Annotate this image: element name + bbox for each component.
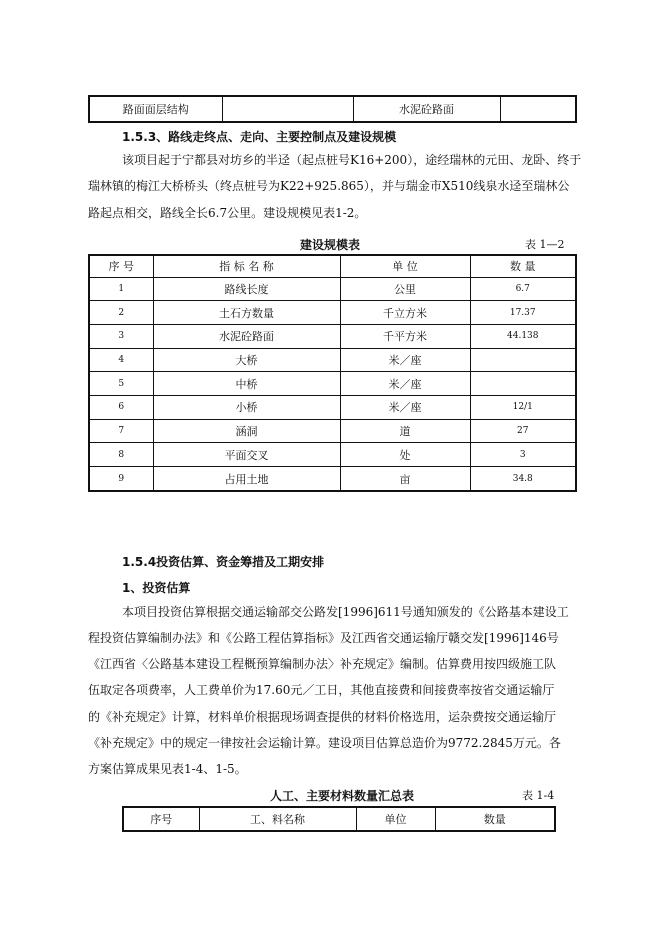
item-quantity: 3	[470, 443, 576, 467]
column-header: 工、料名称	[199, 807, 356, 831]
item-name: 涵洞	[153, 419, 340, 443]
pavement-structure-table	[88, 95, 577, 123]
paragraph-line: 的《补充规定》计算，材料单价根据现场调查提供的材料价格选用，运杂费按交通运输厅	[88, 710, 557, 724]
row-number: 6	[89, 395, 153, 419]
item-unit: 米／座	[340, 348, 470, 372]
column-header: 单位	[356, 807, 435, 831]
paragraph-line: 伍取定各项费率，人工费单价为17.60元／工日，其他直接费和间接费率按省交通运输厅	[88, 683, 555, 697]
item-unit: 道	[340, 419, 470, 443]
column-header: 数 量	[470, 255, 576, 277]
labor-material-summary-table	[122, 806, 556, 832]
paragraph-line: 本项目投资估算根据交通运输部交公路发[1996]611号通知颁发的《公路基本建设工	[122, 605, 569, 619]
item-quantity: 12/1	[470, 395, 576, 419]
item-name: 占用土地	[153, 467, 340, 492]
row-number: 8	[89, 443, 153, 467]
item-unit: 千立方米	[340, 301, 470, 325]
table-row	[89, 324, 576, 348]
item-name: 路线长度	[153, 277, 340, 301]
row-number: 7	[89, 419, 153, 443]
table-cell: 路面面层结构	[89, 96, 222, 122]
row-number: 2	[89, 301, 153, 325]
table-cell	[500, 96, 576, 122]
item-unit: 千平方米	[340, 324, 470, 348]
construction-scale-table	[88, 254, 577, 492]
item-name: 水泥砼路面	[153, 324, 340, 348]
paragraph-line: 《补充规定》中的规定一律按社会运输计算。建设项目估算总造价为9772.2845万元。各	[88, 736, 561, 750]
item-name: 中桥	[153, 372, 340, 396]
item-quantity	[470, 348, 576, 372]
item-unit: 米／座	[340, 395, 470, 419]
item-name: 大桥	[153, 348, 340, 372]
column-header: 序 号	[89, 255, 153, 277]
item-unit: 亩	[340, 467, 470, 492]
table-cell	[222, 96, 353, 122]
table-row	[89, 467, 576, 492]
item-unit: 处	[340, 443, 470, 467]
row-number: 3	[89, 324, 153, 348]
table-row	[89, 395, 576, 419]
table-row	[89, 301, 576, 325]
paragraph-line: 瑞林镇的梅江大桥桥头（终点桩号为K22+925.865），并与瑞金市X510线泉水迳至瑞林公	[88, 179, 570, 193]
column-header: 指 标 名 称	[153, 255, 340, 277]
item-quantity: 27	[470, 419, 576, 443]
table-row	[89, 419, 576, 443]
item-unit: 公里	[340, 277, 470, 301]
table-row	[89, 443, 576, 467]
paragraph-line: 该项目起于宁都县对坊乡的半迳（起点桩号K16+200），途经瑞林的元田、龙卧、终于	[122, 153, 582, 167]
item-name: 小桥	[153, 395, 340, 419]
row-number: 1	[89, 277, 153, 301]
item-unit: 米／座	[340, 372, 470, 396]
paragraph-line: 方案估算成果见表1-4、1-5。	[88, 762, 247, 776]
row-number: 9	[89, 467, 153, 492]
item-quantity: 34.8	[470, 467, 576, 492]
column-header: 序号	[123, 807, 199, 831]
column-header: 单 位	[340, 255, 470, 277]
column-header: 数量	[435, 807, 555, 831]
table-cell: 水泥砼路面	[353, 96, 500, 122]
paragraph-line: 《江西省〈公路基本建设工程概预算编制办法〉补充规定》编制。估算费用按四级施工队	[88, 657, 557, 671]
table-number: 表 1-4	[522, 789, 555, 802]
table-number: 表 1—2	[525, 238, 565, 251]
table-title: 人工、主要材料数量汇总表	[270, 789, 415, 803]
item-quantity: 17.37	[470, 301, 576, 325]
section-heading-1-5-3: 1.5.3、路线走终点、走向、主要控制点及建设规模	[122, 130, 397, 144]
item-quantity: 44.138	[470, 324, 576, 348]
table-title: 建设规模表	[300, 238, 361, 252]
paragraph-line: 路起点相交，路线全长6.7公里。建设规模见表1-2。	[88, 206, 367, 220]
section-heading-1-5-4: 1.5.4投资估算、资金筹措及工期安排	[122, 555, 325, 569]
row-number: 5	[89, 372, 153, 396]
paragraph-line: 程投资估算编制办法》和《公路工程估算指标》及江西省交通运输厅赣交发[1996]146号	[88, 631, 559, 645]
table-row	[89, 372, 576, 396]
item-quantity	[470, 372, 576, 396]
table-row	[89, 277, 576, 301]
item-name: 土石方数量	[153, 301, 340, 325]
subheading-investment: 1、投资估算	[122, 581, 191, 595]
row-number: 4	[89, 348, 153, 372]
item-quantity: 6.7	[470, 277, 576, 301]
item-name: 平面交叉	[153, 443, 340, 467]
table-row	[89, 348, 576, 372]
